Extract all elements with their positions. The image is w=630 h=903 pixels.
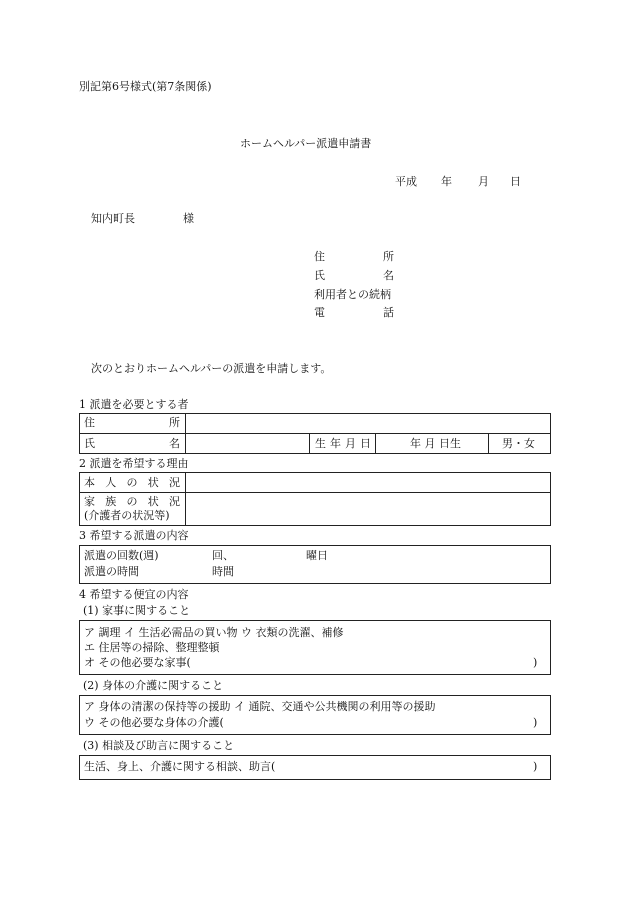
housework-line2: エ 住居等の掃除、整理整頓	[84, 641, 220, 654]
divider	[185, 472, 186, 526]
bodycare-close: )	[533, 716, 538, 729]
visit-count-unit: 回、	[212, 549, 234, 562]
applicant-name-label: 氏名	[314, 269, 394, 282]
birthdate-label: 生年月日	[315, 437, 371, 450]
divider	[185, 413, 186, 454]
housework-heading: (1) 家事に関すること	[83, 604, 191, 617]
bodycare-line1: ア 身体の清潔の保持等の援助 イ 通院、交通や公共機関の利用等の援助	[84, 700, 436, 713]
bodycare-heading: (2) 身体の介護に関すること	[83, 679, 224, 692]
consult-heading: (3) 相談及び助言に関すること	[83, 739, 235, 752]
birthdate-value: 年 月 日生	[410, 437, 461, 450]
section1-address-label: 住所	[84, 416, 180, 429]
section2-heading: 2 派遣を希望する理由	[79, 457, 189, 470]
family-status-label: 家族の状況	[84, 495, 180, 508]
honorific: 様	[183, 212, 194, 225]
applicant-relation-label: 利用者との続柄	[314, 288, 391, 301]
divider	[79, 433, 551, 434]
bodycare-line2: ウ その他必要な身体の介護(	[84, 716, 224, 729]
sex-options: 男・女	[502, 437, 535, 450]
date-year: 年	[441, 175, 452, 188]
housework-line1: ア 調理 イ 生活必需品の買い物 ウ 衣類の洗濯、補修	[84, 626, 344, 639]
weekday-label: 曜日	[306, 549, 328, 562]
applicant-phone-label: 電話	[314, 306, 394, 319]
applicant-address-label: 住所	[314, 250, 394, 263]
form-number: 別記第6号様式(第7条関係)	[79, 80, 212, 93]
divider	[309, 433, 310, 454]
section1-name-label: 氏名	[84, 437, 180, 450]
date-era: 平成	[395, 175, 417, 188]
date-day: 日	[510, 175, 521, 188]
document-title: ホームヘルパー派遣申請書	[240, 137, 372, 150]
section3-heading: 3 希望する派遣の内容	[79, 529, 189, 542]
divider	[488, 433, 489, 454]
addressee: 知内町長	[91, 212, 135, 225]
divider	[79, 492, 551, 493]
housework-close: )	[533, 656, 538, 669]
date-month: 月	[478, 175, 489, 188]
family-status-sublabel: (介護者の状況等)	[84, 509, 170, 522]
consult-close: )	[533, 760, 538, 773]
section4-heading: 4 希望する便宜の内容	[79, 588, 189, 601]
housework-line3: オ その他必要な家事(	[84, 656, 191, 669]
divider	[375, 433, 376, 454]
consult-line1: 生活、身上、介護に関する相談、助言(	[84, 760, 276, 773]
self-status-label: 本人の状況	[84, 476, 180, 489]
visit-time-label: 派遣の時間	[84, 565, 139, 578]
section1-heading: 1 派遣を必要とする者	[79, 398, 189, 411]
visit-count-label: 派遣の回数(週)	[84, 549, 159, 562]
intro-text: 次のとおりホームヘルパーの派遣を申請します。	[91, 362, 332, 375]
visit-time-unit: 時間	[212, 565, 234, 578]
